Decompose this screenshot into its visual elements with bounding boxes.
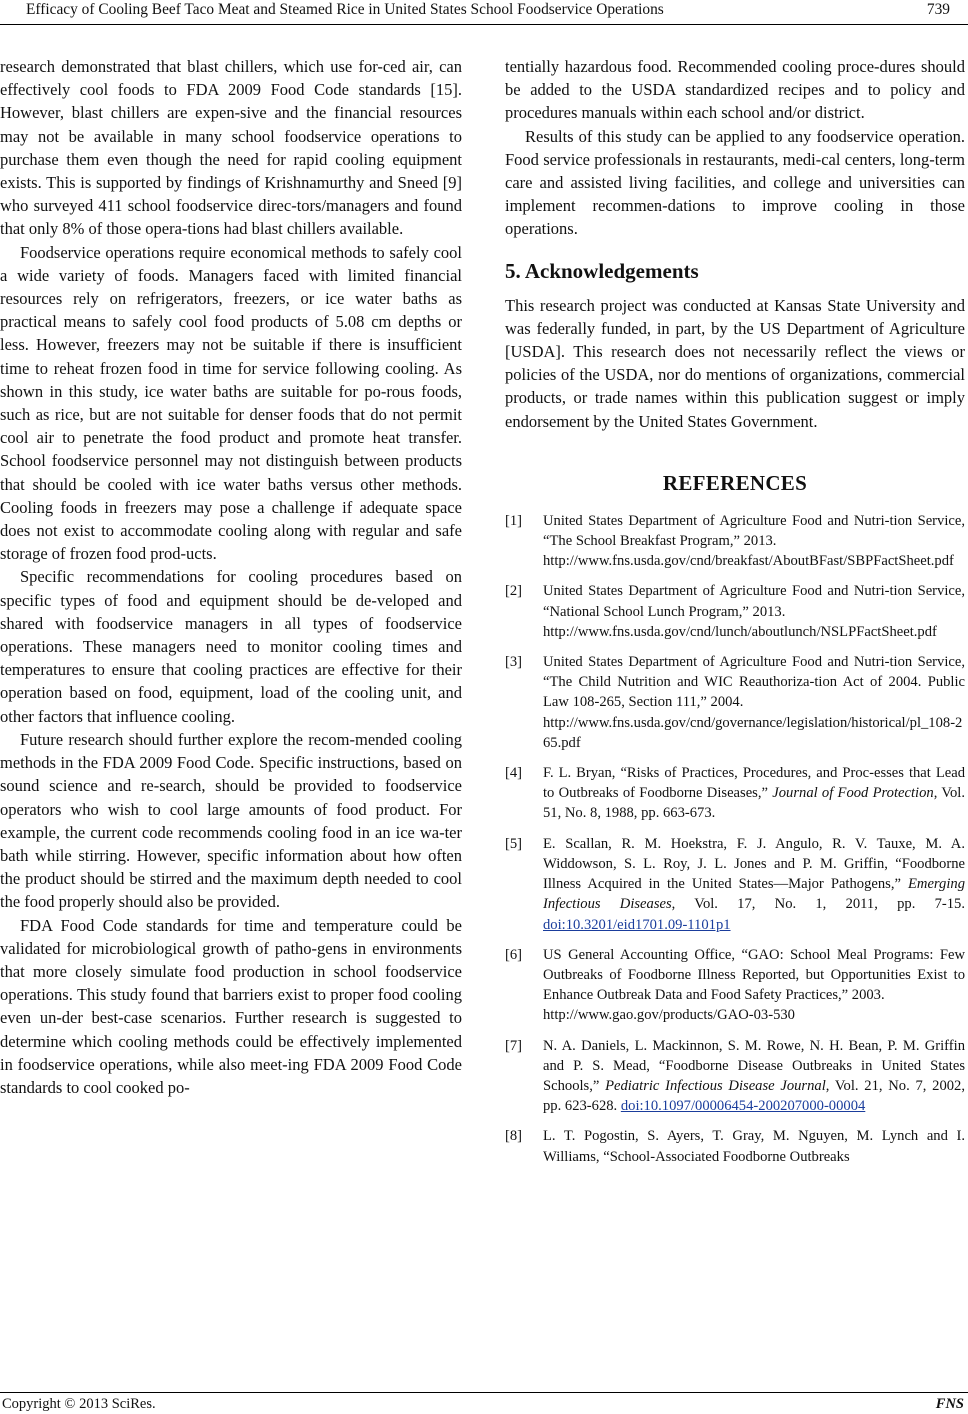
reference-item <box>505 1036 965 1117</box>
reference-text: United States Department of Agriculture Food and Nutri-tion Service, “The School Breakfast Program,” 2013. <box>543 512 965 550</box>
reference-number: [7] <box>505 1037 523 1054</box>
reference-text: L. T. Pogostin, S. Ayers, T. Gray, M. Nguyen, M. Lynch and I. Williams, “School-Associated Foodborne Outbreaks <box>543 1128 965 1165</box>
journal-abbreviation: FNS <box>935 1396 964 1412</box>
reference-number: [2] <box>505 583 523 600</box>
copyright-notice: Copyright © 2013 SciRes. <box>2 1396 156 1412</box>
reference-number: [4] <box>505 765 523 782</box>
right-column <box>505 55 965 1177</box>
reference-text: US General Accounting Office, “GAO: School Meal Programs: Few Outbreaks of Foodborne Illness Reported, but Opportunities Exist to Enhance Outbreak Data and Food Safety Practices,” 2003. <box>543 946 965 1004</box>
reference-journal: Pediatric Infectious Disease Journal <box>605 1077 826 1094</box>
paragraph: research demonstrated that blast chillers, which use for-ced air, can effectively cool foods to FDA 2009 Food Code standards [15]. However, blast chillers are expen-sive and the financial resources may not be available in many school foodservice operations to purchase them even though the need for rapid cooling equipment exists. This is supported by findings of Krishnamurthy and Sneed [9] who surveyed 411 school foodservice direc-tors/managers and found that only 8% of those opera-tions had blast chillers available. <box>0 57 462 239</box>
doi-link[interactable]: doi:10.3201/eid1701.09-1101p1 <box>543 916 731 933</box>
reference-item <box>505 763 965 824</box>
footer-rule <box>0 1392 968 1393</box>
paragraph: tentially hazardous food. Recommended cooling proce-dures should be added to the USDA standardized recipes and to policy and procedures manuals within each school and/or district. <box>505 57 965 123</box>
reference-text: F. L. Bryan, “Risks of Practices, Procedures, and Proc-esses that Lead to Outbreaks of Foodborne Diseases,” <box>543 765 965 802</box>
reference-number: [3] <box>505 654 523 671</box>
reference-url[interactable]: http://www.fns.usda.gov/cnd/governance/legislation/historical/pl_108-265.pdf <box>543 714 963 751</box>
reference-journal: Journal of Food Protection <box>772 785 934 802</box>
reference-url[interactable]: http://www.fns.usda.gov/cnd/lunch/aboutlunch/NSLPFactSheet.pdf <box>543 623 937 640</box>
reference-text: United States Department of Agriculture Food and Nutri-tion Service, “National School Lunch Program,” 2013. <box>543 583 965 620</box>
reference-item <box>505 1126 965 1166</box>
page-footer <box>0 1392 968 1414</box>
reference-number: [6] <box>505 946 523 963</box>
references-heading: REFERENCES <box>662 470 808 495</box>
running-header <box>0 0 968 22</box>
reference-number: [8] <box>505 1128 523 1145</box>
reference-details: , Vol. 17, No. 1, 2011, pp. 7-15. <box>671 896 965 913</box>
reference-item <box>505 581 965 642</box>
reference-item <box>505 511 965 572</box>
paragraph: Foodservice operations require economical methods to safely cool a wide variety of foods. Managers faced with limited financial resources rely on refrigerators, freezers, or ice water baths as practical means to safely cool food products of 5.08 cm depths or less. However, freezers may not be suitable if there is insufficient time to reheat frozen food in time for service following cooling. As shown in this study, ice water baths are suitable for po-rous foods, such as rice, but are not suitable for denser foods that do not permit cool air to penetrate the food product and promote heat transfer. School foodservice personnel may not distinguish between products that should be cooled with ice water baths versus other methods. Cooling foods in freezers may pose a challenge if adequate space does not exist to accommodate cooling along with regular and safe storage of frozen food prod-ucts. <box>0 242 462 564</box>
paragraph: Specific recommendations for cooling procedures based on specific types of food and equipment should be de-veloped and shared with foodservice managers in all types of foodservice operations. These managers need to monitor cooling times and temperatures to ensure that cooling practices are effective for their operation based on food, equipment, load of the cooling unit, and other factors that influence cooling. <box>0 567 462 726</box>
paragraph: Future research should further explore the recom-mended cooling methods in the FDA 2009 Food Code. Specific instructions, based on sound science and re-search, should be provided to foodservice operators who wish to cool large amounts of food product. For example, the current code recommends cooling food in an ice wa-ter bath while stirring. However, specific information about how often the product should be stirred and the maximum depth needed to cool the food properly should also be provided. <box>0 729 462 912</box>
reference-number: [5] <box>505 835 523 852</box>
reference-url[interactable]: http://www.fns.usda.gov/cnd/breakfast/AboutBFast/SBPFactSheet.pdf <box>543 553 954 570</box>
reference-text: United States Department of Agriculture Food and Nutri-tion Service, “The Child Nutrition and WIC Reauthoriza-tion Act of 2004. Public Law 108-265, Section 111,” 2004. <box>543 654 965 711</box>
reference-item <box>505 652 965 753</box>
doi-link[interactable]: doi:10.1097/00006454-200207000-00004 <box>620 1098 866 1115</box>
reference-text: E. Scallan, R. M. Hoekstra, F. J. Angulo, R. V. Tauxe, M. A. Widdowson, S. L. Roy, J. L. Jones and P. M. Griffin, “Foodborne Illness Acquired in the United States—Major Pathogens,” <box>543 835 965 893</box>
header-rule <box>0 24 968 25</box>
running-title: Efficacy of Cooling Beef Taco Meat and Steamed Rice in United States School Foodservice Operations <box>26 1 664 18</box>
reference-item <box>505 945 965 1026</box>
left-column <box>0 55 462 1099</box>
reference-number: [1] <box>505 512 523 529</box>
paragraph: FDA Food Code standards for time and temperature could be validated for microbiological growth of patho-gens in environments that more closely simulate food production in school foodservice operations. This study found that barriers exist to proper food cooling even un-der best-case scenarios. Further research is suggested to determine which cooling methods could be effectively implemented in foodservice operations, while also meet-ing FDA 2009 Food Code standards to cool cooked po- <box>0 915 462 1097</box>
section-heading-acknowledgements: 5. Acknowledgements <box>505 258 699 283</box>
page-number: 739 <box>926 1 950 18</box>
paragraph: Results of this study can be applied to any foodservice operation. Food service professionals in restaurants, medi-cal centers, long-term care and assisted living facilities, and college and universities can implement recommen-dations to improve cooling in those operations. <box>505 126 965 239</box>
reference-text: N. A. Daniels, L. Mackinnon, S. M. Rowe, N. H. Bean, P. M. Griffin and P. S. Mead, “Foodborne Disease Outbreaks in United States Schools,” <box>543 1037 965 1094</box>
reference-details: , Vol. 21, No. 7, 2002, pp. 623-628. <box>543 1077 966 1115</box>
reference-item <box>505 834 965 935</box>
acknowledgements-text: This research project was conducted at Kansas State University and was federally funded, in part, by the US Department of Agriculture [USDA]. This research does not necessarily reflect the views or policies of the USDA, nor do mentions of organizations, commercial products, or trade names within this publication suggest or imply endorsement by the United States Government. <box>505 295 965 431</box>
reference-url[interactable]: http://www.gao.gov/products/GAO-03-530 <box>543 1007 795 1024</box>
reference-journal: Emerging Infectious Diseases <box>543 876 965 913</box>
reference-details: , Vol. 51, No. 8, 1988, pp. 663-673. <box>543 785 965 822</box>
